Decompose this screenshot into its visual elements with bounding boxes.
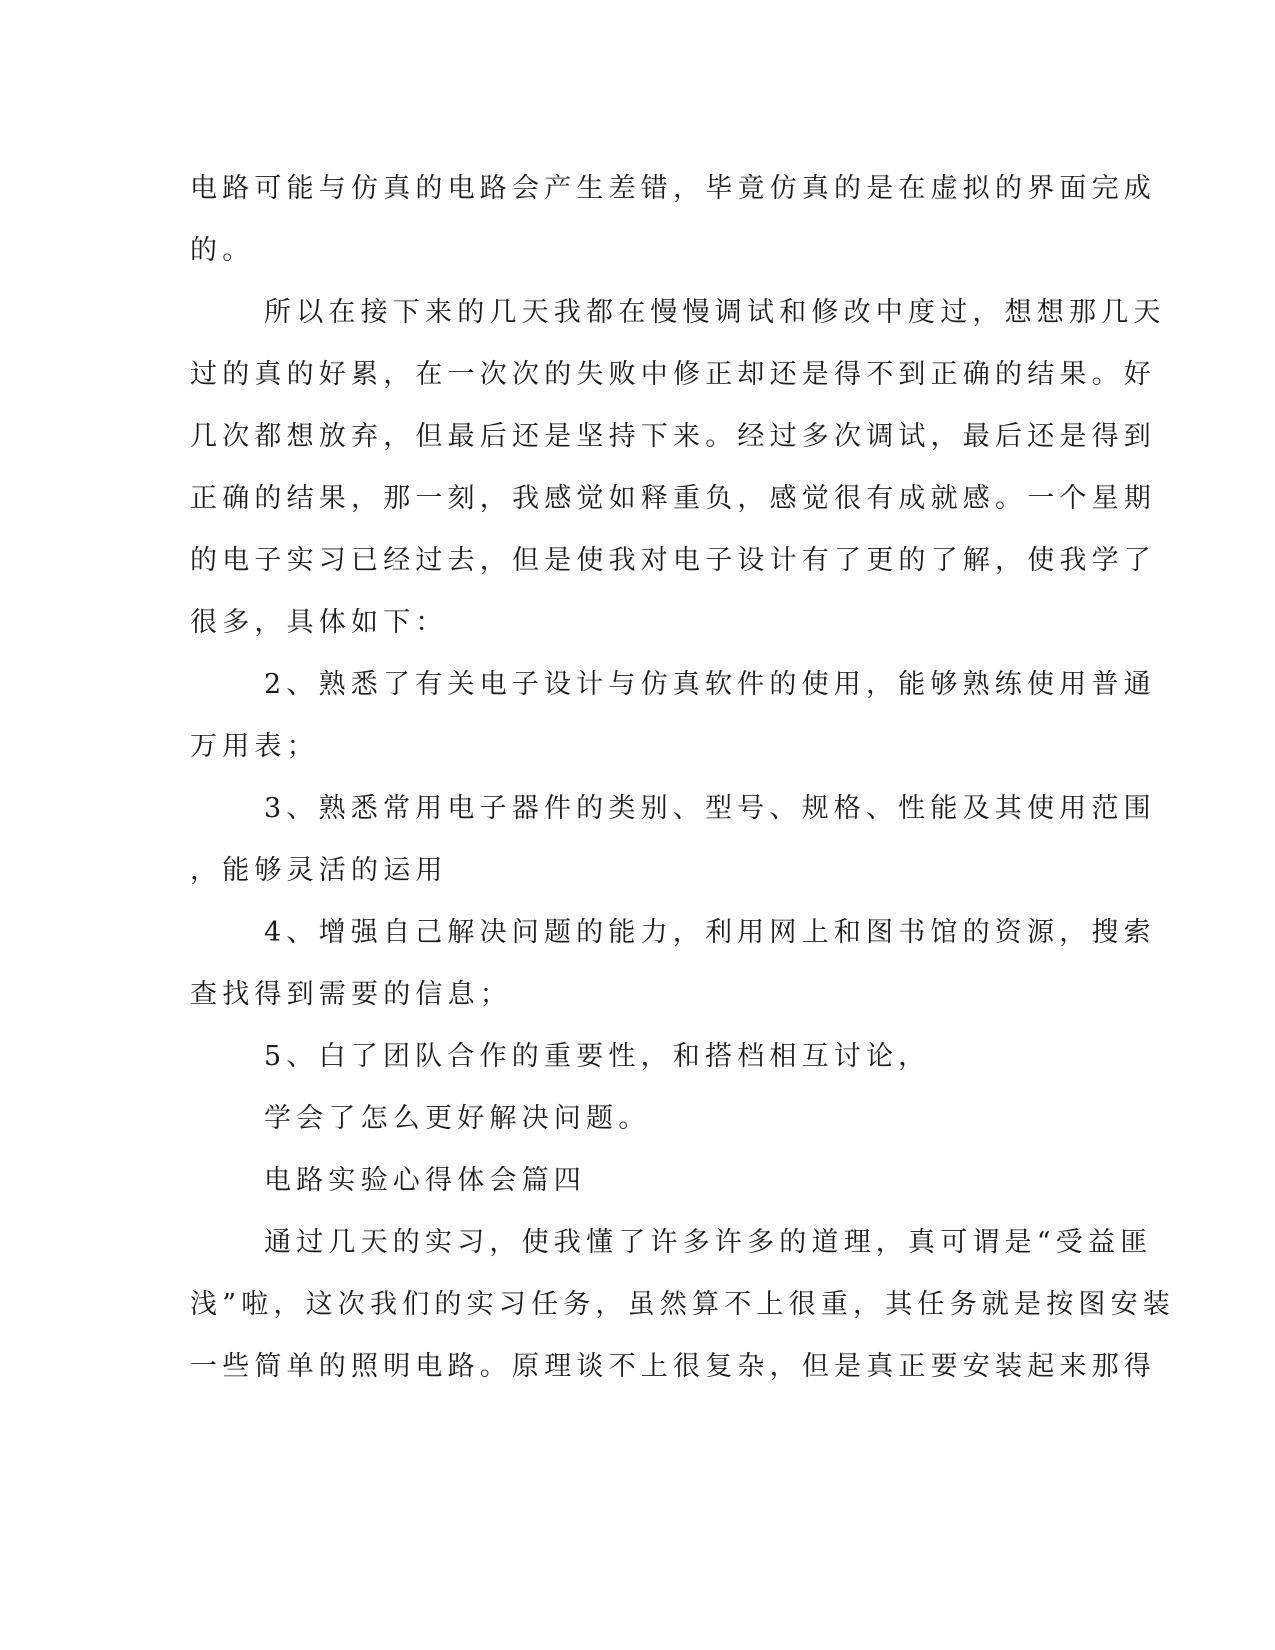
text-line: 查找得到需要的信息； <box>190 979 512 1010</box>
text-line: 通过几天的实习，使我懂了许多许多的道理，真可谓是“受益匪 <box>264 1227 1153 1258</box>
text-line: 的电子实习已经过去，但是使我对电子设计有了更的了解，使我学了 <box>190 545 1156 576</box>
list-item-3: 3、熟悉常用电子器件的类别、型号、规格、性能及其使用范围 <box>264 793 1156 824</box>
text-line: 的。 <box>190 235 255 266</box>
text-line: 浅”啦，这次我们的实习任务，虽然算不上很重，其任务就是按图安装 <box>190 1289 1176 1320</box>
list-item-4: 4、增强自己解决问题的能力，利用网上和图书馆的资源，搜索 <box>264 917 1156 948</box>
text-line: 一些简单的照明电路。原理谈不上很复杂，但是真正要安装起来那得 <box>190 1351 1156 1382</box>
text-line: 过的真的好累，在一次次的失败中修正却还是得不到正确的结果。好 <box>190 359 1156 390</box>
document-body <box>190 158 1176 1398</box>
text-line: 学会了怎么更好解决问题。 <box>264 1103 651 1134</box>
list-item-5: 5、白了团队合作的重要性，和搭档相互讨论， <box>264 1041 931 1072</box>
list-item-2: 2、熟悉了有关电子设计与仿真软件的使用，能够熟练使用普通 <box>264 669 1156 700</box>
text-line: 正确的结果，那一刻，我感觉如释重负，感觉很有成就感。一个星期 <box>190 483 1156 514</box>
text-line: 几次都想放弃，但最后还是坚持下来。经过多次调试，最后还是得到 <box>190 421 1156 452</box>
text-line: 很多，具体如下： <box>190 607 448 638</box>
text-line: ，能够灵活的运用 <box>190 855 448 886</box>
text-line: 万用表； <box>190 731 319 762</box>
section-heading: 电路实验心得体会篇四 <box>264 1165 586 1196</box>
text-line: 电路可能与仿真的电路会产生差错，毕竟仿真的是在虚拟的界面完成 <box>190 173 1156 204</box>
text-line: 所以在接下来的几天我都在慢慢调试和修改中度过，想想那几天 <box>264 297 1166 328</box>
